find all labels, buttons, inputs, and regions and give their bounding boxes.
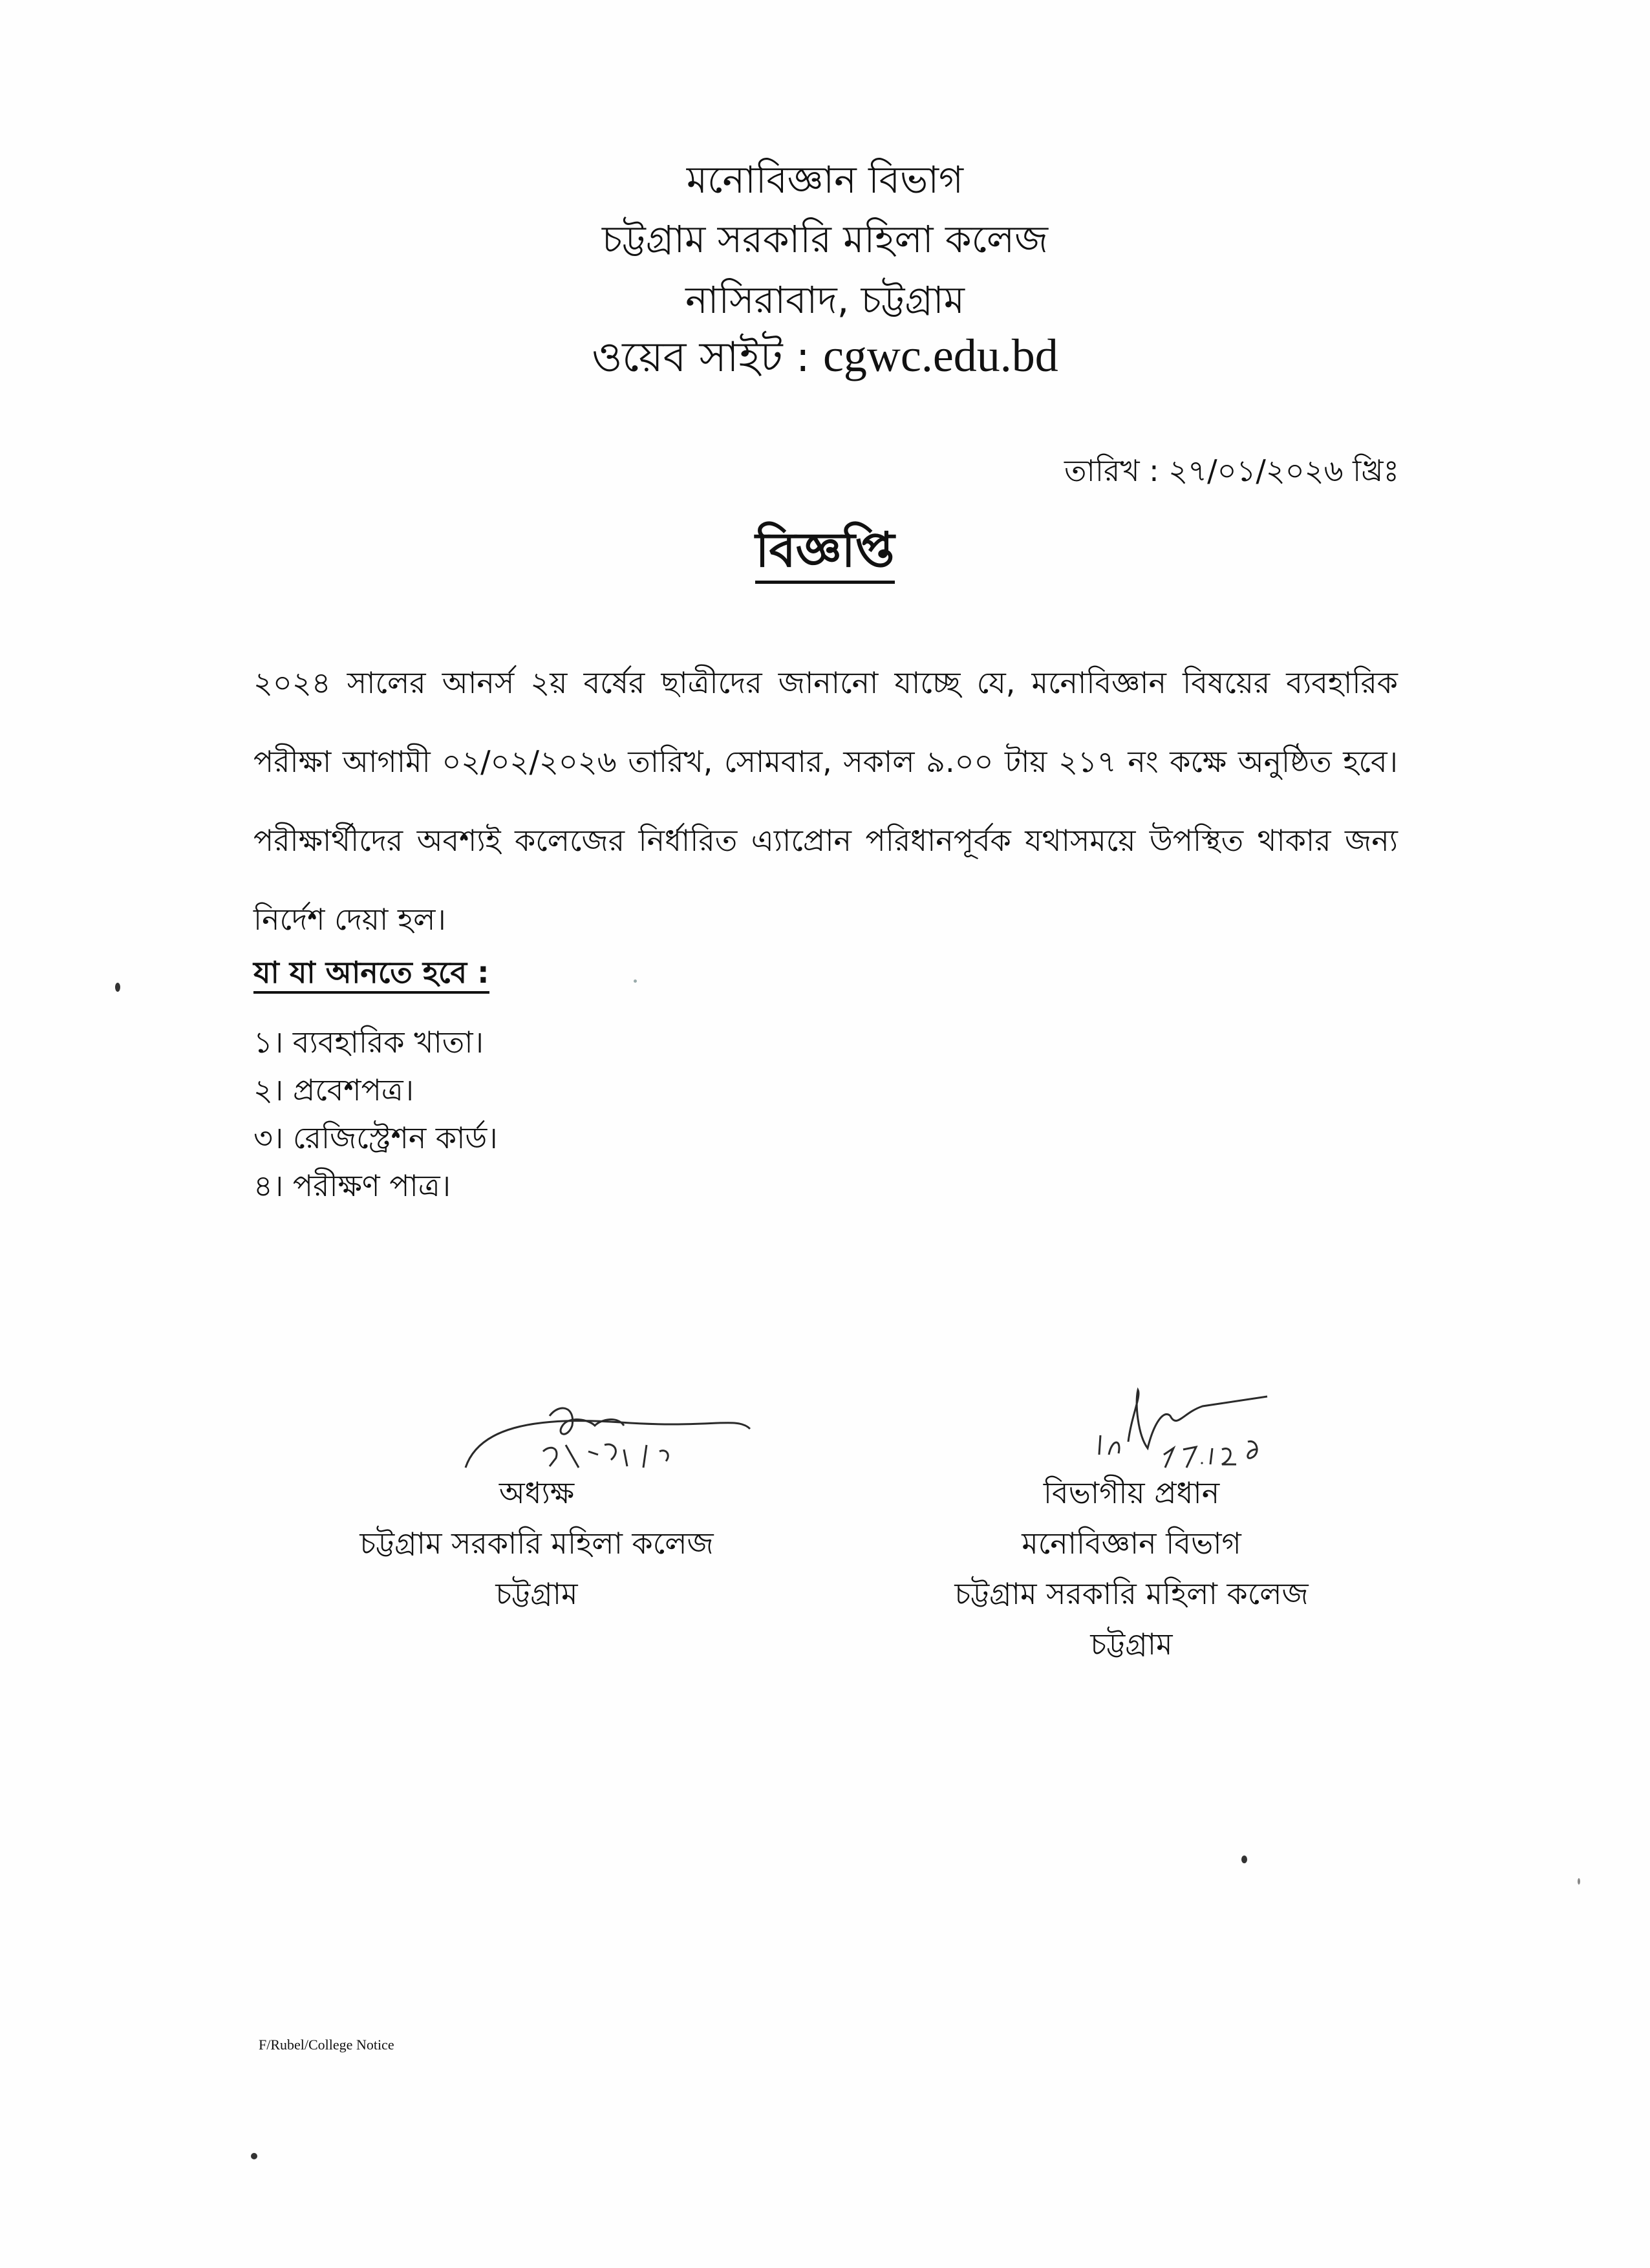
items-heading-text: যা যা আনতে হবে : — [253, 955, 489, 994]
items-list — [253, 1018, 498, 1210]
scan-speck — [115, 983, 120, 992]
notice-title-text: বিজ্ঞপ্তি — [755, 522, 894, 584]
footer-note: F/Rubel/College Notice — [259, 2037, 394, 2053]
list-item: ১। ব্যবহারিক খাতা। — [253, 1025, 484, 1060]
principal-block — [310, 1468, 763, 1619]
items-heading — [253, 950, 489, 1000]
notice-title — [0, 514, 1650, 594]
website-line — [0, 330, 1650, 383]
principal-place: চট্টগ্রাম — [495, 1576, 578, 1611]
department-head-role: বিভাগীয় প্রধান — [1043, 1475, 1220, 1510]
principal-org: চট্টগ্রাম সরকারি মহিলা কলেজ — [359, 1526, 714, 1561]
department-head-block — [899, 1468, 1364, 1669]
address-heading: নাসিরাবাদ, চট্টগ্রাম — [685, 278, 965, 322]
notice-date: তারিখ : ২৭/০১/২০২৬ খ্রিঃ — [1064, 453, 1399, 488]
website-label: ওয়েব সাইট : — [592, 334, 823, 381]
scan-speck — [251, 2153, 257, 2159]
website-url: cgwc.edu.bd — [822, 330, 1058, 381]
list-item: ৩। রেজিস্ট্রেশন কার্ড। — [253, 1120, 498, 1155]
college-heading: চট্টগ্রাম সরকারি মহিলা কলেজ — [601, 217, 1049, 261]
principal-role: অধ্যক্ষ — [498, 1475, 575, 1510]
list-item: ৪। পরীক্ষণ পাত্র। — [253, 1168, 451, 1203]
department-head-dept: মনোবিজ্ঞান বিভাগ — [1022, 1526, 1241, 1561]
list-item: ২। প্রবেশপত্র। — [253, 1073, 414, 1107]
department-head-signature — [1093, 1377, 1287, 1474]
department-head-place: চট্টগ্রাম — [1090, 1627, 1173, 1662]
scan-speck — [1241, 1856, 1247, 1863]
scan-speck — [634, 979, 637, 983]
department-heading: মনোবিজ্ঞান বিভাগ — [686, 158, 964, 202]
department-head-org: চট্টগ্রাম সরকারি মহিলা কলেজ — [954, 1576, 1309, 1611]
scan-speck — [1578, 1878, 1580, 1885]
notice-body: ২০২৪ সালের আনর্স ২য় বর্ষের ছাত্রীদের জানানো যাচ্ছে যে, মনোবিজ্ঞান বিষয়ের ব্যবহারিক পরীক্ষা আগামী ০২/০২/২০২৬ তারিখ, সোমবার, সকাল ৯.০০ টায় ২১৭ নং কক্ষে অনুষ্ঠিত হবে। পরীক্ষার্থীদের অবশ্যই কলেজের নির্ধারিত এ্যাপ্রোন পরিধানপূর্বক যথাসময়ে উপস্থিত থাকার জন্য নির্দেশ দেয়া হল। — [253, 665, 1398, 937]
